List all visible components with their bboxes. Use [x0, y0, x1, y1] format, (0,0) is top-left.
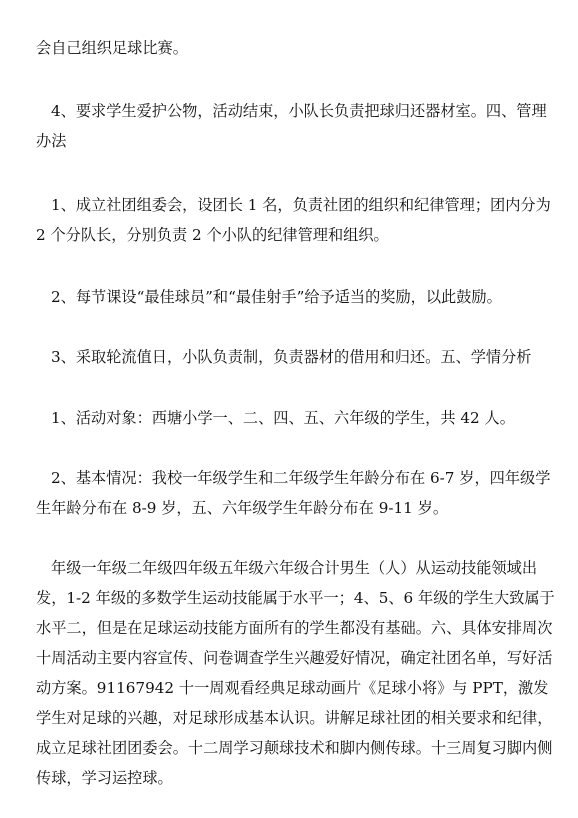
paragraph-6: 1、活动对象：西塘小学一、二、四、五、六年级的学生，共 42 人。 — [51, 409, 515, 427]
paragraph-2: 4、要求学生爱护公物，活动结束，小队长负责把球归还器材室。四、管理办法 — [36, 102, 547, 150]
paragraph-3: 1、成立社团组委会，设团长 1 名，负责社团的组织和纪律管理；团内分为 2 个分队长，分别负责 2 个小队的纪律管理和组织。 — [36, 196, 551, 244]
paragraph-7: 2、基本情况：我校一年级学生和二年级学生年龄分布在 6-7 岁，四年级学生年龄分布在 8-9 岁，五、六年级学生年龄分布在 9-11 岁。 — [36, 469, 551, 517]
paragraph-1: 会自己组织足球比赛。 — [36, 39, 188, 57]
paragraph-4: 2、每节课设“最佳球员”和“最佳射手”给予适当的奖励，以此鼓励。 — [51, 288, 502, 306]
paragraph-5: 3、采取轮流值日，小队负责制，负责器材的借用和归还。五、学情分析 — [51, 348, 532, 366]
paragraph-8: 年级一年级二年级四年级五年级六年级合计男生（人）从运动技能领域出发，1-2 年级的多数学生运动技能属于水平一；4、5、6 年级的学生大致属于水平二，但是在足球运动技能方面所有的学生都没有基础。六、具体安排周次十周活动主要内容宣传、问卷调查学生兴趣爱好情况，确定社团名单，写好活动方案。91167942 十一周观看经典足球动画片《足球小将》与 PPT，激发学生对足球的兴趣，对足球形成基本认识。讲解足球社团的相关要求和纪律，成立足球社团团委会。十二周学习颠球技术和脚内侧传球。十三周复习脚内侧传球，学习运控球。 — [36, 559, 555, 787]
